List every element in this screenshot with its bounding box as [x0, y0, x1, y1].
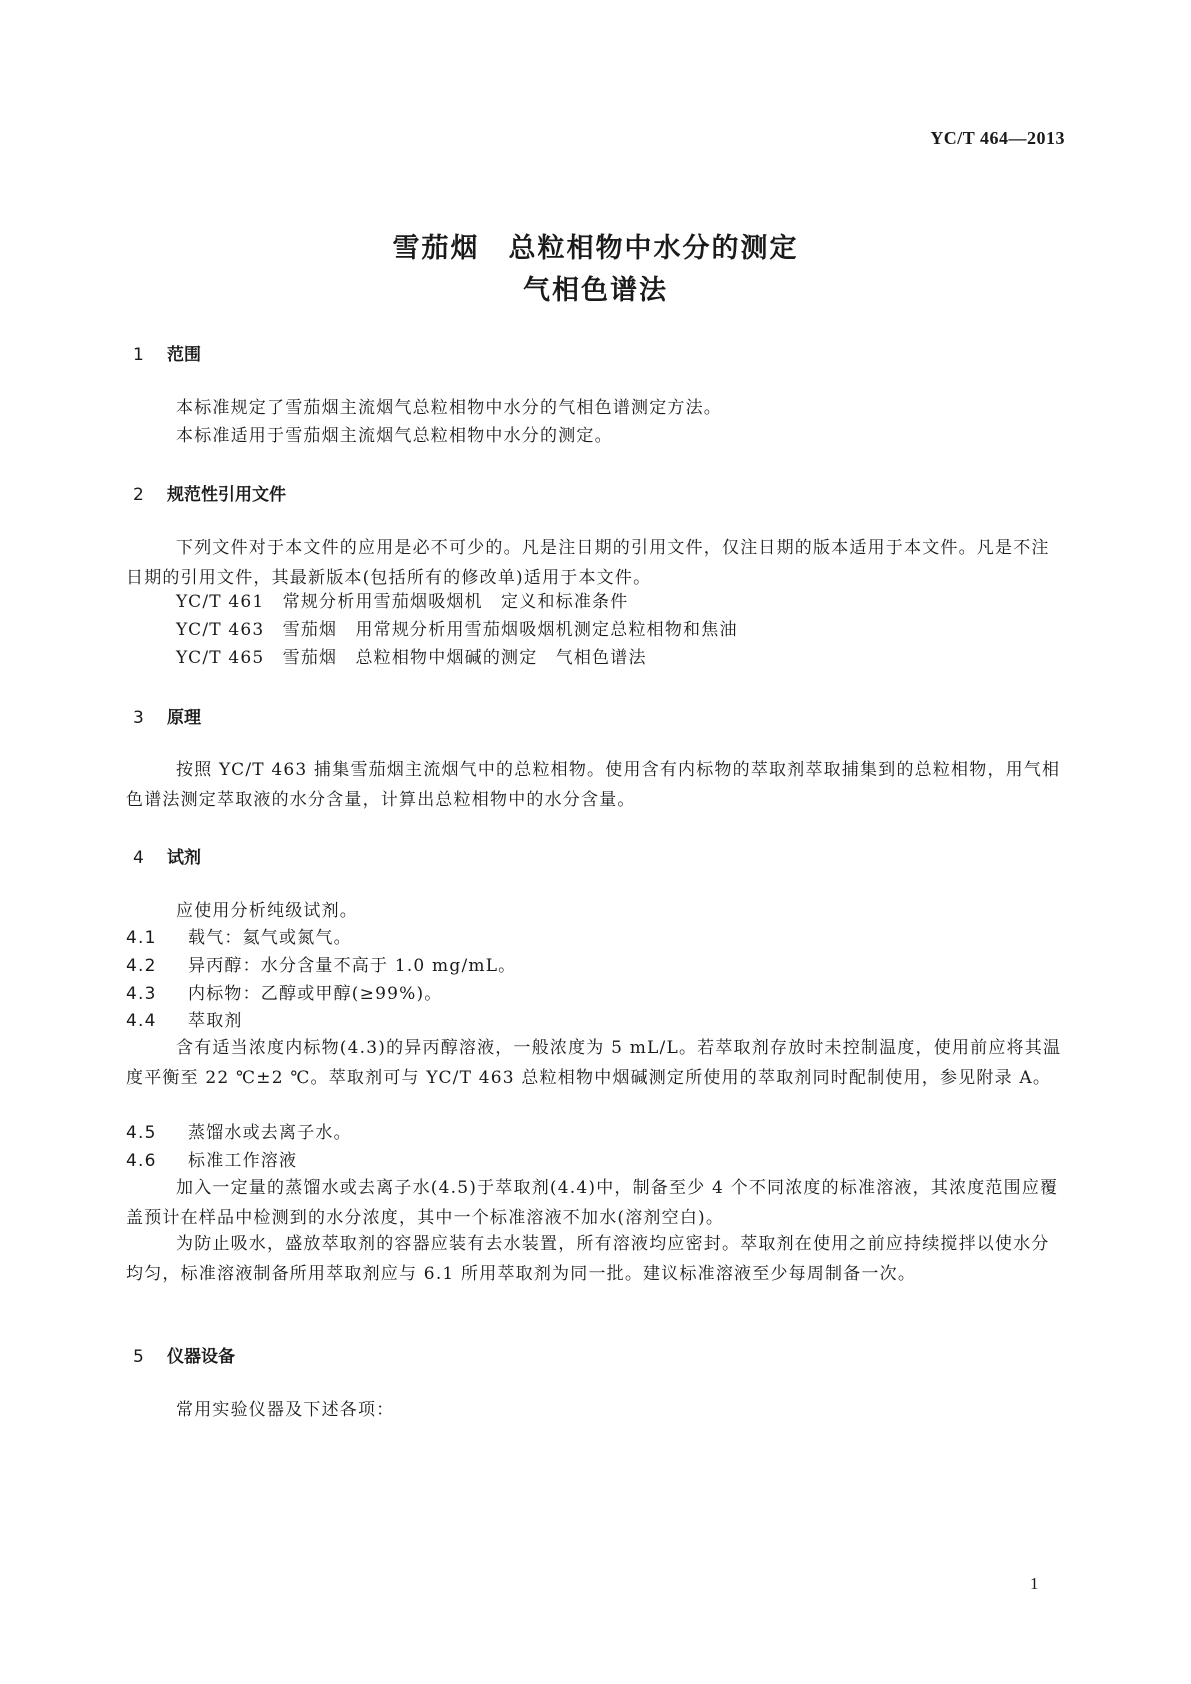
- page-number: 1: [1030, 1574, 1039, 1593]
- paragraph: 为防止吸水，盛放萃取剂的容器应装有去水装置，所有溶液均应密封。萃取剂在使用之前应持续搅拌以使水分均匀，标准溶液制备所用萃取剂应与 6.1 所用萃取剂为同一批。建议标准溶液至少每周制备一次。: [126, 1234, 1050, 1284]
- clause-text: 萃取剂: [188, 1011, 243, 1031]
- section-number: 5: [133, 1347, 144, 1367]
- section-number: 2: [133, 485, 144, 505]
- paragraph: 常用实验仪器及下述各项：: [176, 1400, 395, 1420]
- paragraph: 本标准适用于雪茄烟主流烟气总粒相物中水分的测定。: [176, 426, 613, 446]
- clause-number: 4.6: [126, 1151, 157, 1171]
- paragraph: 本标准规定了雪茄烟主流烟气总粒相物中水分的气相色谱测定方法。: [176, 398, 722, 418]
- section-title: 原理: [167, 708, 201, 728]
- document-subtitle: 气相色谱法: [523, 275, 668, 306]
- section-number: 4: [133, 848, 144, 868]
- clause-4-2: [126, 951, 1066, 981]
- clause-text: 标准工作溶液: [188, 1151, 298, 1171]
- section-heading-3: [133, 703, 201, 728]
- paragraph: 按照 YC/T 463 捕集雪茄烟主流烟气中的总粒相物。使用含有内标物的萃取剂萃取捕集到的总粒相物，用气相色谱法测定萃取液的水分含量，计算出总粒相物中的水分含量。: [126, 760, 1061, 810]
- clause-4-3: [126, 979, 1066, 1009]
- clause-number: 4.5: [126, 1123, 157, 1143]
- section-title: 仪器设备: [167, 1347, 235, 1367]
- clause-text: 蒸馏水或去离子水。: [188, 1123, 352, 1143]
- paragraph: 加入一定量的蒸馏水或去离子水(4.5)于萃取剂(4.4)中，制备至少 4 个不同浓度的标准溶液，其浓度范围应覆盖预计在样品中检测到的水分浓度，其中一个标准溶液不加水(溶剂空白)。: [126, 1178, 1059, 1228]
- paragraph: 应使用分析纯级试剂。: [176, 901, 358, 921]
- clause-4-1: [126, 923, 1066, 953]
- clause-text: 内标物：乙醇或甲醇(≥99%)。: [188, 984, 443, 1004]
- paragraph: 下列文件对于本文件的应用是必不可少的。凡是注日期的引用文件，仅注日期的版本适用于本文件。凡是不注日期的引用文件，其最新版本(包括所有的修改单)适用于本文件。: [126, 538, 1050, 588]
- standard-number: YC/T 464—2013: [930, 128, 1065, 148]
- section-heading-5: [133, 1342, 235, 1367]
- section-heading-4: [133, 843, 201, 868]
- clause-text: 载气：氦气或氮气。: [188, 928, 352, 948]
- reference-item: YC/T 463 雪茄烟 用常规分析用雪茄烟吸烟机测定总粒相物和焦油: [176, 620, 738, 640]
- clause-number: 4.3: [126, 984, 157, 1004]
- section-number: 3: [133, 708, 144, 728]
- clause-4-4: [126, 1006, 1066, 1036]
- clause-number: 4.4: [126, 1011, 157, 1031]
- clause-4-6: [126, 1146, 1066, 1176]
- clause-4-5: [126, 1118, 1066, 1148]
- section-number: 1: [133, 345, 144, 365]
- clause-text: 异丙醇：水分含量不高于 1.0 mg/mL。: [188, 956, 517, 976]
- reference-item: YC/T 461 常规分析用雪茄烟吸烟机 定义和标准条件: [176, 592, 629, 612]
- clause-number: 4.1: [126, 928, 157, 948]
- section-heading-2: [133, 480, 286, 505]
- section-title: 规范性引用文件: [167, 485, 286, 505]
- section-heading-1: [133, 340, 201, 365]
- paragraph: 含有适当浓度内标物(4.3)的异丙醇溶液，一般浓度为 5 mL/L。若萃取剂存放时未控制温度，使用前应将其温度平衡至 22 ℃±2 ℃。萃取剂可与 YC/T 463 总粒相物中烟碱测定所使用的萃取剂同时配制使用，参见附录 A。: [126, 1038, 1062, 1088]
- section-title: 试剂: [167, 848, 201, 868]
- clause-number: 4.2: [126, 956, 157, 976]
- document-title: 雪茄烟 总粒相物中水分的测定: [392, 233, 799, 264]
- section-title: 范围: [167, 345, 201, 365]
- reference-item: YC/T 465 雪茄烟 总粒相物中烟碱的测定 气相色谱法: [176, 648, 647, 668]
